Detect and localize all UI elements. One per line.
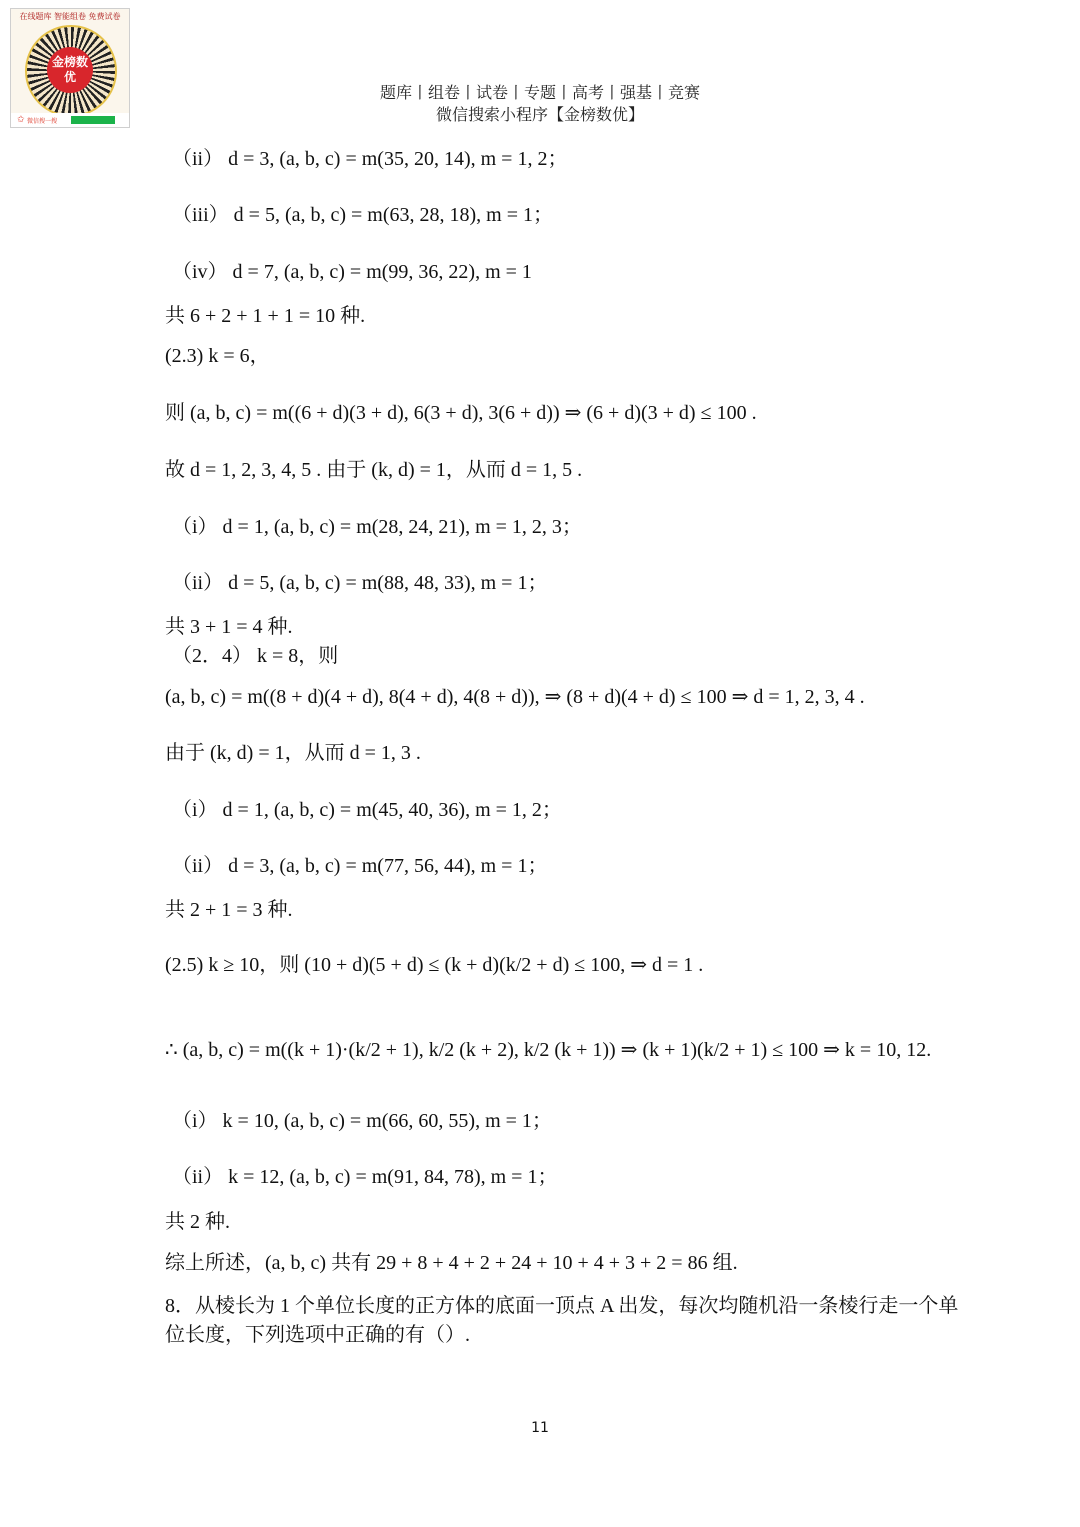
solution-line: （ii） d = 5, (a, b, c) = m(88, 48, 33), m = 1； [172,572,548,594]
header-search-hint: 微信搜索小程序【金榜数优】 [435,105,644,124]
solution-line: (a, b, c) = m((8 + d)(4 + d), 8(4 + d), 4(8 + d)), ⇒ (8 + d)(4 + d) ≤ 100 ⇒ d = 1, 2, 3, 4 . [165,686,865,708]
solution-line: 共 6 + 2 + 1 + 1 = 10 种. [165,305,366,327]
header-nav-text: 题库丨组卷丨试卷丨专题丨高考丨强基丨竞赛 [379,83,700,102]
solution-line: (2.3) k = 6， [165,345,270,367]
solution-line: (2.5) k ≥ 10，则 (10 + d)(5 + d) ≤ (k + d)(k/2 + d) ≤ 100, ⇒ d = 1 . [165,954,704,976]
solution-line: （ii） d = 3, (a, b, c) = m(35, 20, 14), m = 1, 2； [172,148,568,170]
logo-footer-text: 微信搜一搜 [27,118,58,125]
solution-line: 共 3 + 1 = 4 种. [165,616,293,638]
solution-line: 则 (a, b, c) = m((6 + d)(3 + d), 6(3 + d), 3(6 + d)) ⇒ (6 + d)(3 + d) ≤ 100 . [165,402,757,424]
solution-line: （2．4） k = 8，则 [172,645,339,667]
page-number: 11 [531,1420,549,1436]
solution-line: （ii） d = 3, (a, b, c) = m(77, 56, 44), m = 1； [172,855,548,877]
star-icon: ✩ [17,115,25,125]
solution-line: （iv） d = 7, (a, b, c) = m(99, 36, 22), m = 1 [172,261,532,283]
solution-line: （i） d = 1, (a, b, c) = m(28, 24, 21), m = 1, 2, 3； [172,516,582,538]
solution-line: （iii） d = 5, (a, b, c) = m(63, 28, 18), m = 1； [172,204,554,226]
solution-line: 共 2 + 1 = 3 种. [165,899,293,921]
solution-line: （i） k = 10, (a, b, c) = m(66, 60, 55), m = 1； [172,1110,552,1132]
question-line: 8．从棱长为 1 个单位长度的正方体的底面一顶点 A 出发，每次均随机沿一条棱行走一个单 [165,1295,959,1317]
solution-line: 故 d = 1, 2, 3, 4, 5 . 由于 (k, d) = 1，从而 d = 1, 5 . [165,459,583,481]
solution-line: （i） d = 1, (a, b, c) = m(45, 40, 36), m = 1, 2； [172,799,562,821]
logo-arc-text: 在线题库 智能组卷 免费试卷 [19,12,121,21]
solution-line: ∴ (a, b, c) = m((k + 1)·(k/2 + 1), k/2 (k + 2), k/2 (k + 1)) ⇒ (k + 1)(k/2 + 1) ≤ 100 ⇒ k = 10, 12. [165,1039,932,1061]
logo-center-text: 金榜数优 [47,47,93,93]
solution-line: 由于 (k, d) = 1，从而 d = 1, 3 . [165,742,421,764]
question-line: 位长度，下列选项中正确的有（）. [165,1324,470,1346]
solution-line: 共 2 种. [165,1211,230,1233]
solution-line: （ii） k = 12, (a, b, c) = m(91, 84, 78), m = 1； [172,1166,558,1188]
solution-line: 综上所述，(a, b, c) 共有 29 + 8 + 4 + 2 + 24 + 10 + 4 + 3 + 2 = 86 组. [165,1252,738,1274]
